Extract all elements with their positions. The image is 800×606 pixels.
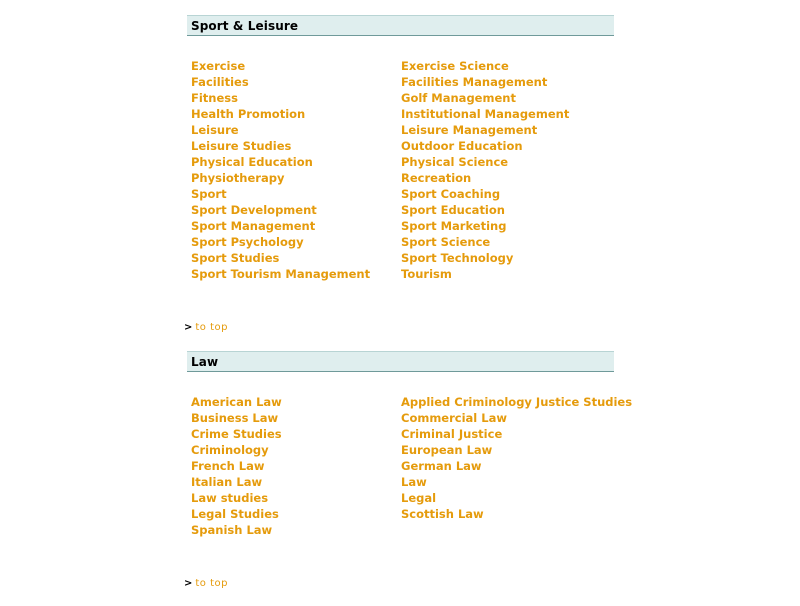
section-title: Law [191,355,219,369]
course-link[interactable]: Sport Management [191,219,316,233]
course-link[interactable]: Institutional Management [401,107,570,121]
list-item [401,505,632,521]
course-link[interactable]: Tourism [401,267,452,281]
list-item [401,121,569,137]
course-link[interactable]: Leisure [191,123,239,137]
course-link[interactable]: Physical Science [401,155,509,169]
list-item [401,393,632,409]
course-link[interactable]: Physiotherapy [191,171,285,185]
list-item [191,137,370,153]
course-link[interactable]: Sport Studies [191,251,280,265]
list-item [191,473,282,489]
list-item [191,121,370,137]
course-link[interactable]: Criminal Justice [401,427,503,441]
to-top-link[interactable]: to top [195,322,228,333]
course-link[interactable]: Business Law [191,411,279,425]
course-link[interactable]: Italian Law [191,475,263,489]
course-list-right [401,393,632,521]
list-item [401,169,569,185]
arrow-icon: > [184,322,193,333]
list-item [191,409,282,425]
course-list-right [401,57,569,281]
course-link[interactable]: Law studies [191,491,269,505]
course-link[interactable]: Sport Science [401,235,491,249]
course-link[interactable]: Law [401,475,427,489]
list-item [191,505,282,521]
list-item [401,409,632,425]
course-link[interactable]: Fitness [191,91,238,105]
course-link[interactable]: Health Promotion [191,107,306,121]
section-header-law [187,351,614,372]
course-link[interactable]: Golf Management [401,91,516,105]
course-link[interactable]: Legal [401,491,437,505]
list-item [191,249,370,265]
course-link[interactable]: Sport [191,187,227,201]
list-item [401,185,569,201]
list-item [401,265,569,281]
course-link[interactable]: Sport Marketing [401,219,507,233]
list-item [401,89,569,105]
list-item [401,153,569,169]
list-item [401,233,569,249]
list-item [401,457,632,473]
course-list-left [191,57,370,281]
course-link[interactable]: Legal Studies [191,507,279,521]
course-link[interactable]: Leisure Management [401,123,538,137]
list-item [191,153,370,169]
course-link[interactable]: Sport Psychology [191,235,304,249]
list-item [191,441,282,457]
course-link[interactable]: Leisure Studies [191,139,292,153]
course-link[interactable]: Exercise Science [401,59,509,73]
course-link[interactable]: German Law [401,459,482,473]
course-link[interactable]: Criminology [191,443,269,457]
list-item [401,425,632,441]
course-link[interactable]: French Law [191,459,265,473]
list-item [191,425,282,441]
course-link[interactable]: Scottish Law [401,507,484,521]
course-link[interactable]: Exercise [191,59,246,73]
to-top-link[interactable]: to top [195,578,228,589]
course-link[interactable]: Commercial Law [401,411,507,425]
list-item [401,473,632,489]
to-top-row [184,578,228,590]
section-title: Sport & Leisure [191,19,299,33]
course-link[interactable]: American Law [191,395,282,409]
list-item [401,441,632,457]
to-top-row [184,322,228,334]
arrow-icon: > [184,578,193,589]
list-item [191,489,282,505]
list-item [191,89,370,105]
list-item [191,265,370,281]
course-link[interactable]: European Law [401,443,493,457]
list-item [401,137,569,153]
course-link[interactable]: Sport Education [401,203,505,217]
course-link[interactable]: Sport Technology [401,251,514,265]
list-item [401,217,569,233]
list-item [401,249,569,265]
list-item [191,233,370,249]
course-link[interactable]: Facilities Management [401,75,548,89]
list-item [401,57,569,73]
course-link[interactable]: Sport Coaching [401,187,501,201]
course-link[interactable]: Outdoor Education [401,139,523,153]
course-link[interactable]: Crime Studies [191,427,282,441]
course-link[interactable]: Recreation [401,171,472,185]
course-list-left [191,393,282,537]
list-item [401,201,569,217]
list-item [191,185,370,201]
list-item [401,489,632,505]
list-item [401,105,569,121]
list-item [191,201,370,217]
list-item [191,521,282,537]
course-link[interactable]: Sport Tourism Management [191,267,371,281]
list-item [191,57,370,73]
course-link[interactable]: Spanish Law [191,523,273,537]
list-item [191,457,282,473]
list-item [191,169,370,185]
list-item [191,73,370,89]
section-header-sport-leisure [187,15,614,36]
list-item [191,393,282,409]
course-link[interactable]: Sport Development [191,203,317,217]
list-item [191,105,370,121]
course-link[interactable]: Facilities [191,75,249,89]
list-item [401,73,569,89]
course-link[interactable]: Applied Criminology Justice Studies [401,395,633,409]
course-link[interactable]: Physical Education [191,155,313,169]
list-item [191,217,370,233]
